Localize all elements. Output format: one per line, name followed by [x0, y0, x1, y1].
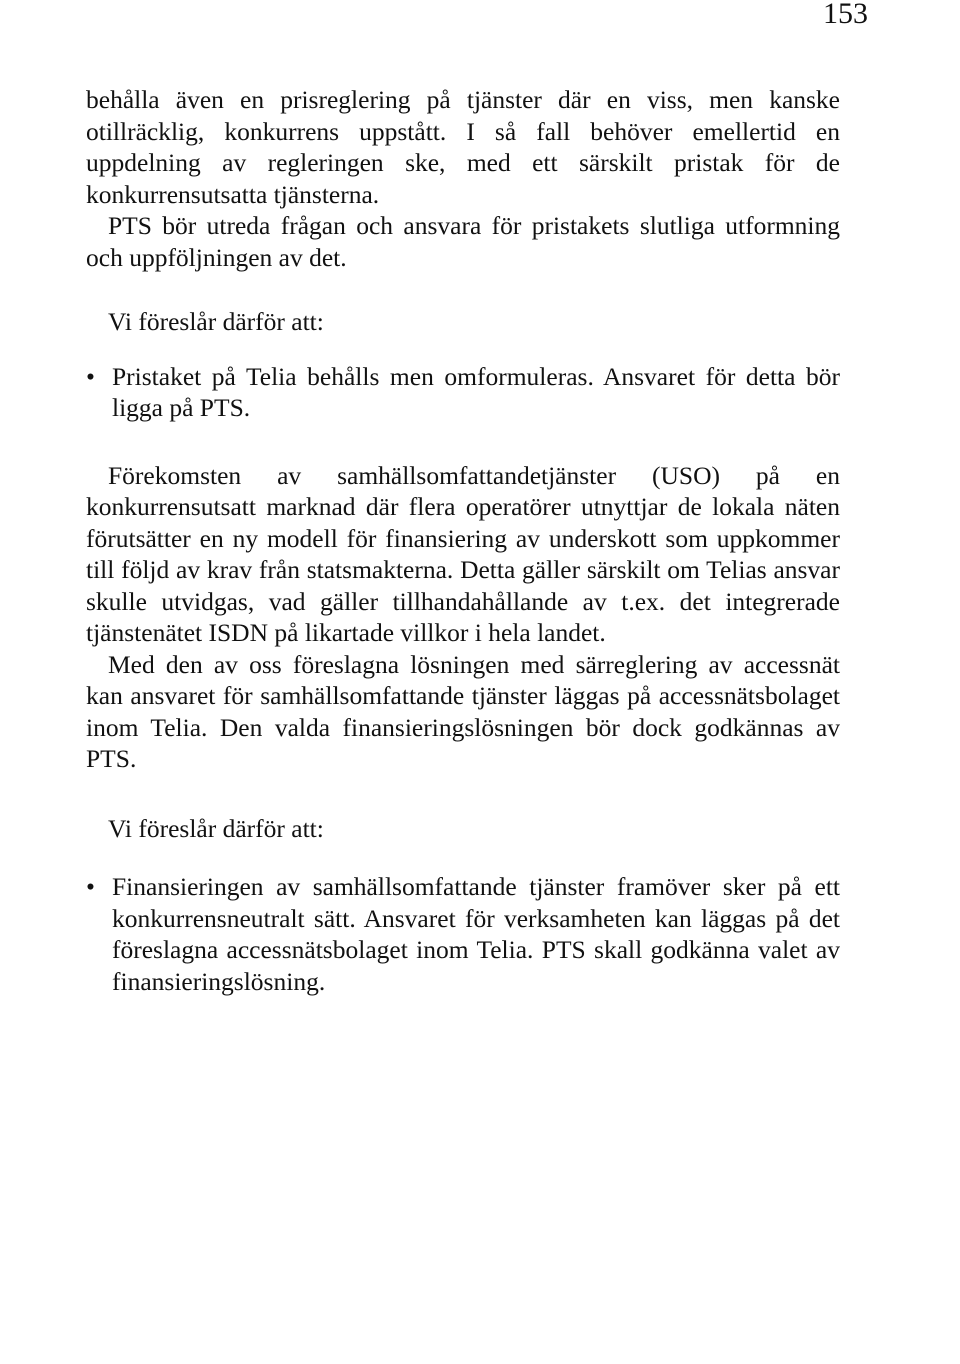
page-number: 153 — [823, 0, 868, 30]
proposal-heading-2: Vi föreslår därför att: — [108, 813, 324, 843]
bullet-item-financing — [86, 871, 840, 997]
proposal-heading-1: Vi föreslår därför att: — [108, 307, 324, 336]
bullet-item-price-cap — [86, 361, 840, 424]
document-body — [86, 84, 840, 997]
paragraph-pricing-regulation: behålla även en prisreglering på tjänster där en viss, men kanske otillräcklig, konkurrens uppstått. I så fall behöver emellertid en uppdelning av regleringen ske, med ett särskilt pristak för de konkurrensutsatta tjänsterna. — [86, 85, 840, 209]
bullet-text-price-cap: Pristaket på Telia behålls men omformuleras. Ansvaret för detta bör ligga på PTS. — [112, 361, 840, 422]
bullet-icon: • — [86, 872, 95, 901]
paragraph-pts-responsibility: PTS bör utreda frågan och ansvara för pristakets slutliga utformning och uppföljningen av det. — [86, 211, 840, 272]
paragraph-uso-financing: Förekomsten av samhällsomfattandetjänster (USO) på en konkurrensutsatt marknad där flera operatörer utnyttjar de lokala näten förutsätter en ny modell för finansiering av underskott som uppkommer till följd av krav från statsmakterna. Detta gäller särskilt om Telias ansvar skulle utvidgas, vad gäller tillhandahållande av t.ex. det integrerade tjänstenätet ISDN på likartade villkor i hela landet. — [86, 460, 840, 647]
paragraph-access-network: Med den av oss föreslagna lösningen med särreglering av accessnät kan ansvaret för samhällsomfattande tjänster läggas på accessnätsbolaget inom Telia. Den valda finansieringslösningen bör dock godkännas av PTS. — [86, 649, 840, 773]
bullet-text-financing: Finansieringen av samhällsomfattande tjänster framöver sker på ett konkurrensneutralt sätt. Ansvaret för verksamheten kan läggas på det föreslagna accessnätsbolaget inom Telia. PTS skall godkänna valet av finansieringslösning. — [112, 872, 840, 996]
bullet-icon: • — [86, 361, 95, 391]
